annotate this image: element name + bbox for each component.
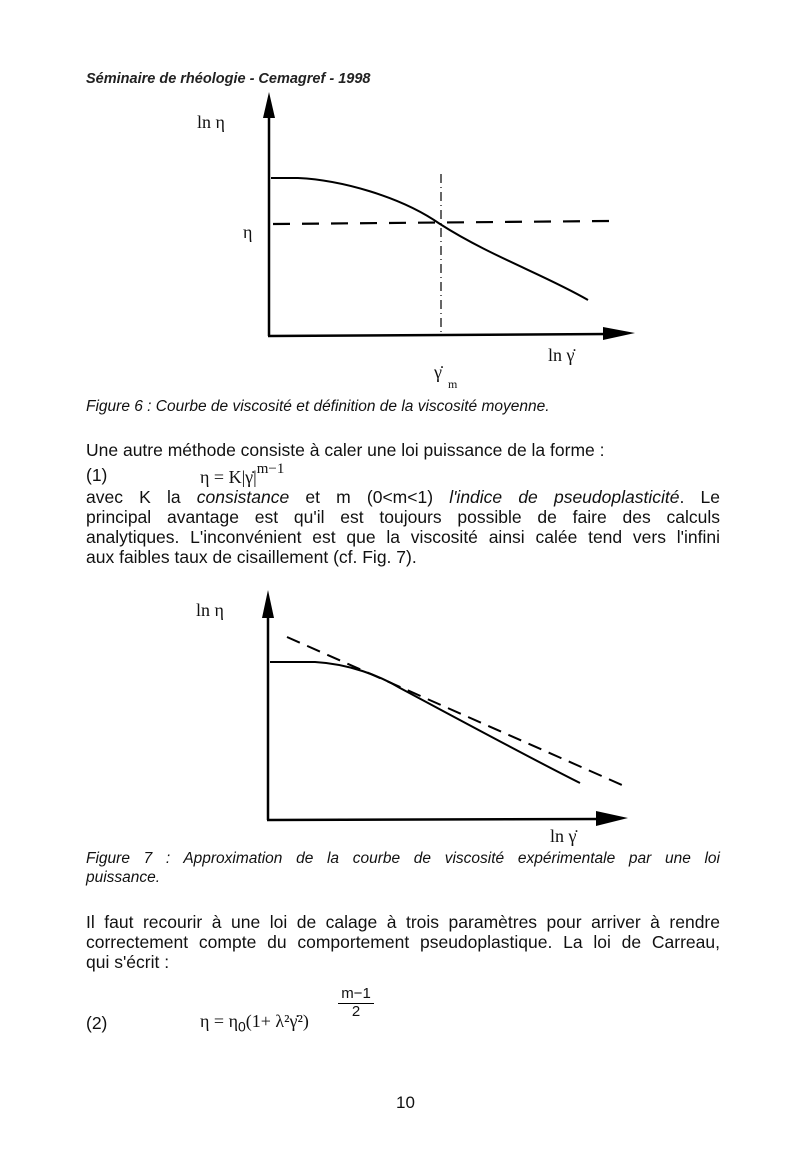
x-axis [267, 819, 600, 820]
para2-line3: qui s'écrit : [86, 952, 170, 972]
x-axis-label: ln γ̇ [550, 826, 577, 846]
equation-1-body: η = K|γ̇| [200, 467, 257, 487]
para2-line1: Il faut recourir à une loi de calage à trois paramètres pour arriver à rendre [86, 912, 720, 932]
para1-line2: principal avantage est qu'il est toujours possible de faire des calculs [86, 507, 720, 527]
viscosity-curve [270, 662, 580, 783]
page-number: 10 [396, 1093, 415, 1112]
text: et m (0<m<1) [305, 487, 434, 507]
y-axis-label: ln η [196, 600, 224, 620]
exponent-numerator: m−1 [338, 985, 374, 1004]
x-axis-arrow [596, 811, 628, 826]
exponent-denominator: 2 [351, 1003, 361, 1020]
gamma-m-subscript: m [447, 377, 458, 391]
x-axis-label: ln γ̇ [548, 345, 575, 365]
equation-2-body: (1+ λ²γ̇²) [245, 1011, 309, 1031]
gamma-symbol: γ̇ [434, 362, 442, 382]
y-axis-arrow [262, 590, 274, 618]
para1-line4: aux faibles taux de cisaillement (cf. Fig. 7). [86, 547, 417, 567]
figure-6-caption: Figure 6 : Courbe de viscosité et définition de la viscosité moyenne. [86, 398, 550, 415]
term-indice: l'indice de pseudoplasticité [449, 487, 680, 507]
equation-2-lhs: η = η [200, 1011, 238, 1031]
power-law-dashed-line [287, 637, 622, 785]
equation-1-exponent: m−1 [256, 461, 285, 477]
running-header: Séminaire de rhéologie - Cemagref - 1998 [86, 71, 371, 87]
eta-label: η [243, 222, 253, 242]
equation-2 [200, 1011, 309, 1035]
para1-intro: Une autre méthode consiste à caler une loi puissance de la forme : [86, 440, 605, 460]
eta-zero-subscript: 0 [237, 1018, 246, 1035]
equation-2-number: (2) [86, 1013, 108, 1033]
text: . Le [679, 487, 720, 507]
y-axis-label: ln η [197, 112, 225, 132]
term-consistance: consistance [196, 487, 290, 507]
figure-7-caption-line2: puissance. [86, 869, 161, 886]
equation-1-number: (1) [86, 465, 108, 485]
text: avec K la [86, 487, 181, 507]
figure-7-caption-line1: Figure 7 : Approximation de la courbe de viscosité expérimentale par une loi [86, 850, 720, 867]
para2-line2: correctement compte du comportement pseudoplastique. La loi de Carreau, [86, 932, 720, 952]
para1-line3: analytiques. L'inconvénient est que la viscosité ainsi calée tend vers l'infini [86, 527, 720, 547]
equation-2-exponent [338, 985, 374, 1020]
